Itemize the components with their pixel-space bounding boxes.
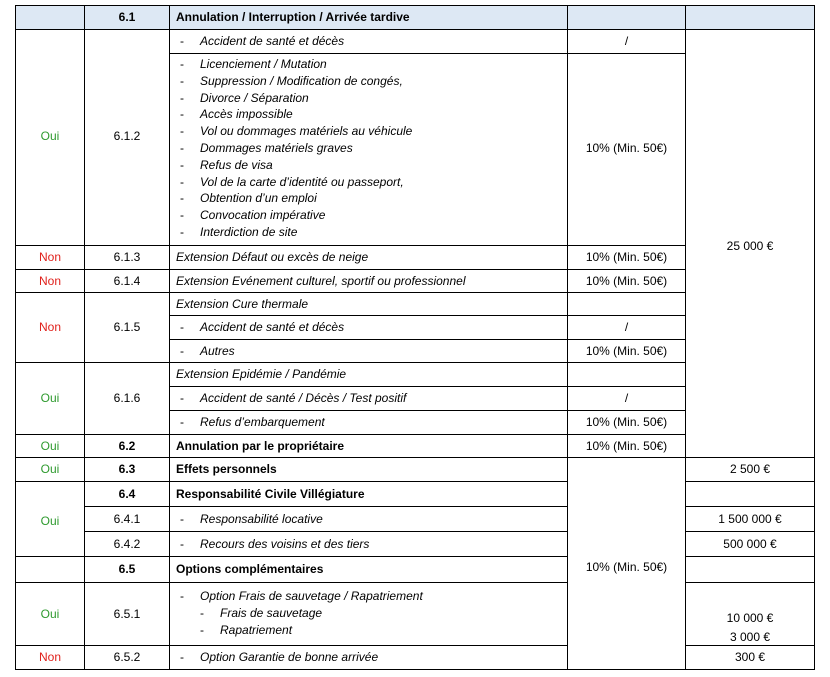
cell-d-6-1-1 bbox=[567, 29, 686, 54]
cell-c-6-1-5-head bbox=[169, 292, 568, 316]
cell-b-6-1-4 bbox=[84, 269, 170, 293]
dash-marker: - bbox=[180, 344, 184, 358]
dash-marker: - bbox=[180, 124, 184, 139]
cell-d-6-1-5-a bbox=[567, 315, 686, 340]
list-item-label: Accès impossible bbox=[200, 107, 293, 122]
dash-marker: - bbox=[180, 107, 184, 122]
cell-c-6-1-6-head bbox=[169, 362, 568, 387]
status-6-2: Oui bbox=[40, 439, 60, 453]
status-6-1-4: Non bbox=[38, 274, 61, 288]
cell-c-6-5-2 bbox=[169, 645, 568, 670]
cell-b-6-4-2 bbox=[84, 531, 170, 557]
cell-a-6-1 bbox=[15, 5, 85, 30]
cell-c-6-1-6-b bbox=[169, 410, 568, 435]
code-6-5: 6.5 bbox=[118, 562, 136, 576]
cell-a-6-1-2 bbox=[15, 29, 85, 246]
item-label: Option Frais de sauvetage / Rapatriement bbox=[200, 589, 423, 603]
cell-d-merged-rate bbox=[567, 457, 686, 670]
label-6-1: Annulation / Interruption / Arrivée tardive bbox=[176, 10, 410, 24]
cell-d-6-1-3 bbox=[567, 245, 686, 270]
item-label: Accident de santé et décès bbox=[200, 320, 345, 334]
cell-a-6-5-1 bbox=[15, 582, 85, 646]
cell-a-6-4 bbox=[15, 481, 85, 557]
list-item bbox=[180, 207, 412, 224]
item-6-1-5-b bbox=[180, 343, 235, 359]
list-item bbox=[180, 90, 412, 107]
dash-marker: - bbox=[200, 623, 204, 637]
rate-6-1-4: 10% (Min. 50€) bbox=[585, 274, 668, 288]
cell-e-6-4 bbox=[685, 481, 815, 507]
list-item bbox=[180, 56, 412, 73]
cell-e-6-5-1 bbox=[685, 582, 815, 646]
list-item-label: Convocation impérative bbox=[200, 208, 326, 223]
rate-6-1-2: 10% (Min. 50€) bbox=[585, 141, 668, 155]
cell-c-6-1-3 bbox=[169, 245, 568, 270]
item-label: Accident de santé et décès bbox=[200, 34, 345, 48]
label-6-5-1 bbox=[180, 588, 423, 604]
cell-b-6-2 bbox=[84, 434, 170, 458]
code-6-4: 6.4 bbox=[118, 487, 136, 501]
status-6-1-2: Oui bbox=[40, 129, 60, 143]
cell-c-6-1-1 bbox=[169, 29, 568, 54]
list-item bbox=[180, 190, 412, 207]
dash-marker: - bbox=[180, 174, 184, 189]
status-6-4: Oui bbox=[40, 514, 60, 528]
dash-marker: - bbox=[180, 191, 184, 206]
dash-marker: - bbox=[180, 57, 184, 71]
item-6-1-1 bbox=[180, 33, 344, 49]
rate-6-1-6-b: 10% (Min. 50€) bbox=[585, 415, 668, 429]
list-item bbox=[180, 73, 412, 90]
status-6-3: Oui bbox=[40, 462, 60, 476]
cell-a-6-2 bbox=[15, 434, 85, 458]
rate-6-1-6-a: / bbox=[624, 391, 629, 405]
cell-e-6-3 bbox=[685, 457, 815, 482]
cell-c-6-1 bbox=[169, 5, 568, 30]
code-6-2: 6.2 bbox=[118, 439, 136, 453]
dash-marker: - bbox=[180, 140, 184, 155]
status-6-5-2: Non bbox=[38, 650, 61, 664]
list-item-label: Licenciement / Mutation bbox=[200, 57, 327, 71]
cell-c-6-1-6-a bbox=[169, 386, 568, 411]
cell-b-6-4-1 bbox=[84, 506, 170, 532]
sub-6-5-1-a bbox=[200, 605, 322, 621]
cell-c-6-5-1 bbox=[169, 582, 568, 646]
dash-marker: - bbox=[180, 512, 184, 526]
cell-a-6-1-4 bbox=[15, 269, 85, 293]
cell-d-6-2 bbox=[567, 434, 686, 458]
cell-a-6-1-6 bbox=[15, 362, 85, 435]
dash-marker: - bbox=[180, 157, 184, 172]
dash-marker: - bbox=[180, 224, 184, 239]
cell-c-6-4 bbox=[169, 481, 568, 507]
label-6-3: Effets personnels bbox=[176, 462, 277, 476]
code-6-1-4: 6.1.4 bbox=[113, 274, 141, 288]
status-6-1-3: Non bbox=[38, 250, 61, 264]
dash-marker: - bbox=[180, 650, 184, 664]
list-item-label: Vol de la carte d’identité ou passeport, bbox=[200, 174, 404, 189]
status-6-1-6: Oui bbox=[40, 391, 60, 405]
code-6-3: 6.3 bbox=[118, 462, 136, 476]
dash-marker: - bbox=[180, 320, 184, 334]
cell-e-6-5-2 bbox=[685, 645, 815, 670]
list-item bbox=[180, 174, 412, 191]
item-label: Responsabilité locative bbox=[200, 512, 323, 526]
cell-c-6-2 bbox=[169, 434, 568, 458]
cell-b-6-1-5 bbox=[84, 292, 170, 363]
cell-d-6-1-5-head bbox=[567, 292, 686, 316]
item-6-1-5-a bbox=[180, 319, 344, 335]
item-label: Refus d’embarquement bbox=[200, 415, 325, 429]
amount-6-4-1: 1 500 000 € bbox=[718, 512, 782, 526]
cell-b-6-1-2 bbox=[84, 29, 170, 246]
cell-a-6-1-3 bbox=[15, 245, 85, 270]
item-label: Recours des voisins et des tiers bbox=[200, 537, 370, 551]
dash-marker: - bbox=[180, 589, 184, 603]
amount-merged: 25 000 € bbox=[726, 239, 774, 253]
cell-b-6-3 bbox=[84, 457, 170, 482]
label-6-4: Responsabilité Civile Villégiature bbox=[176, 487, 365, 501]
guarantee-table bbox=[15, 5, 815, 670]
cell-c-6-1-4 bbox=[169, 269, 568, 293]
cell-b-6-1-6 bbox=[84, 362, 170, 435]
list-item-label: Interdiction de site bbox=[200, 224, 298, 239]
cell-d-6-1-5-b bbox=[567, 339, 686, 363]
cell-d-6-1 bbox=[567, 5, 686, 30]
code-6-1: 6.1 bbox=[118, 10, 136, 24]
amount-6-3: 2 500 € bbox=[729, 462, 771, 476]
rate-6-1-1: / bbox=[624, 34, 629, 48]
cell-c-6-5 bbox=[169, 556, 568, 583]
dash-marker: - bbox=[180, 208, 184, 223]
list-item bbox=[180, 224, 412, 241]
cell-a-6-5 bbox=[15, 556, 85, 583]
cell-e-6-4-2 bbox=[685, 531, 815, 557]
item-6-1-6-a bbox=[180, 390, 406, 406]
label-6-1-4: Extension Evénement culturel, sportif ou professionnel bbox=[176, 274, 466, 288]
item-label: Frais de sauvetage bbox=[220, 606, 323, 620]
code-6-5-2: 6.5.2 bbox=[113, 650, 141, 664]
cell-a-6-5-2 bbox=[15, 645, 85, 670]
item-label: Rapatriement bbox=[220, 623, 293, 637]
label-6-2: Annulation par le propriétaire bbox=[176, 439, 345, 453]
label-6-1-5: Extension Cure thermale bbox=[176, 297, 309, 311]
label-6-4-2 bbox=[180, 536, 369, 552]
code-6-5-1: 6.5.1 bbox=[113, 607, 141, 621]
list-item-label: Obtention d’un emploi bbox=[200, 191, 317, 206]
item-label: Accident de santé / Décès / Test positif bbox=[200, 391, 407, 405]
cell-c-6-1-5-a bbox=[169, 315, 568, 340]
rate-6-1-5-b: 10% (Min. 50€) bbox=[585, 344, 668, 358]
rate-6-1-3: 10% (Min. 50€) bbox=[585, 250, 668, 264]
dash-marker: - bbox=[180, 415, 184, 429]
cell-a-6-1-5 bbox=[15, 292, 85, 363]
list-item bbox=[180, 123, 412, 140]
dash-marker: - bbox=[180, 73, 184, 88]
cell-d-6-1-6-b bbox=[567, 410, 686, 435]
label-6-1-6: Extension Epidémie / Pandémie bbox=[176, 367, 347, 381]
amount-6-5-2: 300 € bbox=[734, 650, 766, 664]
cell-e-merged-amount bbox=[685, 29, 815, 458]
cell-c-6-1-2 bbox=[169, 53, 568, 246]
code-6-4-2: 6.4.2 bbox=[113, 537, 141, 551]
rate-6-1-5-a: / bbox=[624, 320, 629, 334]
cell-b-6-1 bbox=[84, 5, 170, 30]
cell-c-6-3 bbox=[169, 457, 568, 482]
item-label: Option Garantie de bonne arrivée bbox=[200, 650, 379, 664]
list-item bbox=[180, 157, 412, 174]
amount-6-5-1-a: 10 000 € bbox=[726, 611, 774, 625]
cell-d-6-1-2 bbox=[567, 53, 686, 246]
cell-b-6-5-1 bbox=[84, 582, 170, 646]
cell-c-6-4-1 bbox=[169, 506, 568, 532]
label-6-4-1 bbox=[180, 511, 323, 527]
code-6-1-2: 6.1.2 bbox=[113, 129, 141, 143]
cell-b-6-5 bbox=[84, 556, 170, 583]
item-6-1-6-b bbox=[180, 414, 325, 430]
cell-a-6-3 bbox=[15, 457, 85, 482]
cell-d-6-1-6-head bbox=[567, 362, 686, 387]
list-item bbox=[180, 106, 412, 123]
cell-c-6-4-2 bbox=[169, 531, 568, 557]
status-6-1-5: Non bbox=[38, 320, 61, 334]
cell-c-6-1-5-b bbox=[169, 339, 568, 363]
list-item bbox=[180, 140, 412, 157]
label-6-5: Options complémentaires bbox=[176, 562, 324, 576]
cell-b-6-5-2 bbox=[84, 645, 170, 670]
status-6-5-1: Oui bbox=[40, 607, 60, 621]
cell-b-6-4 bbox=[84, 481, 170, 507]
dash-marker: - bbox=[200, 606, 204, 620]
list-item-label: Suppression / Modification de congés, bbox=[200, 73, 403, 88]
list-item-label: Divorce / Séparation bbox=[200, 90, 309, 105]
rate-6-2: 10% (Min. 50€) bbox=[585, 439, 668, 453]
label-6-5-2 bbox=[180, 649, 378, 665]
dash-marker: - bbox=[180, 391, 184, 405]
cell-e-6-5 bbox=[685, 556, 815, 583]
cell-d-6-1-6-a bbox=[567, 386, 686, 411]
list-item-label: Dommages matériels graves bbox=[200, 140, 353, 155]
item-label: Autres bbox=[200, 344, 235, 358]
cell-e-6-4-1 bbox=[685, 506, 815, 532]
code-6-1-5: 6.1.5 bbox=[113, 320, 141, 334]
list-6-1-2 bbox=[180, 56, 412, 241]
cell-e-6-1 bbox=[685, 5, 815, 30]
code-6-1-6: 6.1.6 bbox=[113, 391, 141, 405]
code-6-4-1: 6.4.1 bbox=[113, 512, 141, 526]
code-6-1-3: 6.1.3 bbox=[113, 250, 141, 264]
dash-marker: - bbox=[180, 537, 184, 551]
cell-d-6-1-4 bbox=[567, 269, 686, 293]
amount-6-5-1-b: 3 000 € bbox=[729, 630, 771, 644]
list-item-label: Vol ou dommages matériels au véhicule bbox=[200, 124, 413, 139]
label-6-1-3: Extension Défaut ou excès de neige bbox=[176, 250, 369, 264]
dash-marker: - bbox=[180, 34, 184, 48]
dash-marker: - bbox=[180, 90, 184, 105]
cell-b-6-1-3 bbox=[84, 245, 170, 270]
amount-6-4-2: 500 000 € bbox=[723, 537, 777, 551]
list-item-label: Refus de visa bbox=[200, 157, 273, 172]
rate-merged: 10% (Min. 50€) bbox=[585, 560, 668, 574]
sub-6-5-1-b bbox=[200, 622, 292, 638]
